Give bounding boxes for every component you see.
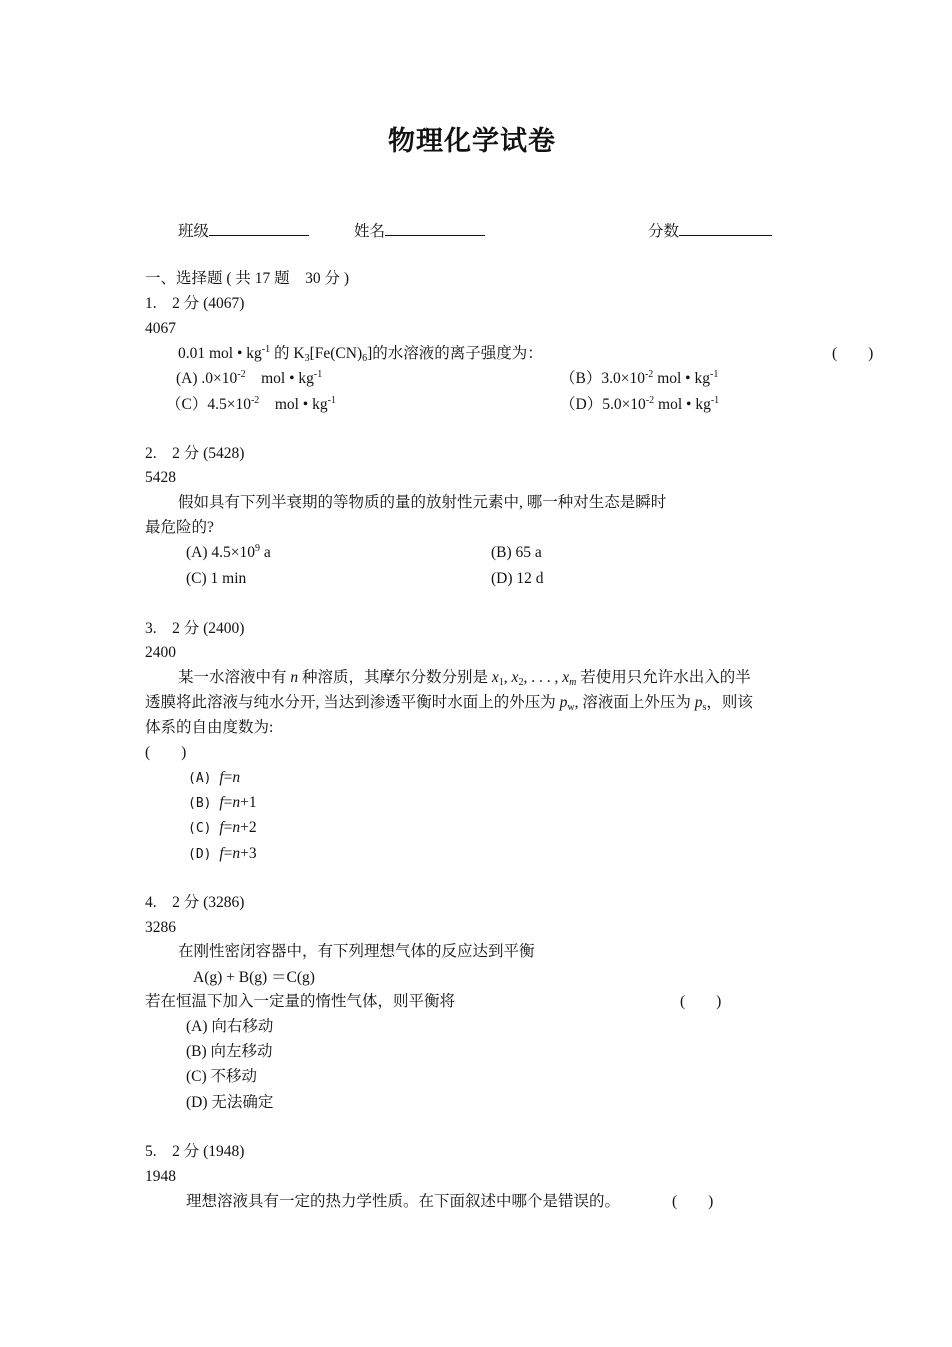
q3-var: p [694,694,703,711]
name-blank[interactable] [385,221,485,236]
q1-d-text: （D）5.0×10 [560,396,646,413]
q1-a-text: mol • kg [245,370,314,387]
q3-stem-line3: 体系的自由度数为: [145,719,274,736]
q3-option-d[interactable] [188,846,257,862]
q1-stem-part: 的 K [270,345,305,362]
q2-stem-line1: 假如具有下列半衰期的等物质的量的放射性元素中, 哪一种对生态是瞬时 [178,494,667,511]
q1-option-b[interactable] [560,371,718,387]
q3-var: n [232,845,241,862]
q3-var: f [219,794,224,811]
q4-stem-line3: 若在恒温下加入一定量的惰性气体，则平衡将 [145,993,456,1010]
q4-heading: 4. 2 分 (3286) [145,894,245,911]
score-label: 分数 [648,223,680,240]
page-title: 物理化学试卷 [388,126,556,156]
q2-option-a[interactable] [186,545,271,561]
q1-c-exp: -1 [327,395,336,406]
q3-sub: m [569,677,577,688]
q1-d-exp: -1 [710,395,720,406]
q3-var: x [562,669,570,686]
q5-answer-paren[interactable]: ( ) [672,1193,714,1210]
q1-stem-sub: 6 [362,353,368,364]
class-blank[interactable] [209,221,309,236]
q3-var: n [232,819,241,836]
class-field [178,221,309,240]
q4-option-a[interactable]: (A) 向右移动 [186,1018,274,1035]
q3-text: = [223,819,233,836]
q3-text: , 溶液面上外压为 [574,694,695,711]
q3-heading: 3. 2 分 (2400) [145,620,245,637]
q1-stem-sub: 3 [304,353,310,364]
q3-text: , [503,669,512,686]
q3-var: n [232,769,241,786]
q2-heading: 2. 2 分 (5428) [145,445,245,462]
q1-stem-part: [Fe(CN) [309,345,363,362]
q2-option-c[interactable]: (C) 1 min [186,570,247,587]
q4-code: 3286 [145,919,176,936]
q3-code: 2400 [145,644,176,661]
class-label: 班级 [178,223,210,240]
q4-answer-paren[interactable]: ( ) [680,993,722,1010]
q1-c-exp: -2 [250,395,260,406]
q2-option-d[interactable]: (D) 12 d [491,570,544,587]
q3-text: ，则该 [706,694,753,711]
q3-answer-paren[interactable]: ( ) [145,744,187,761]
q3-opt-label: (C) [188,821,220,836]
q1-option-c[interactable] [166,397,336,413]
q1-c-text: （C）4.5×10 [166,396,251,413]
q3-text: +3 [240,845,257,862]
q5-code: 1948 [145,1168,176,1185]
q5-heading: 5. 2 分 (1948) [145,1143,245,1160]
q3-sub: 1 [498,677,504,688]
q1-stem-part: 0.01 mol • kg [178,345,262,362]
q1-a-exp: -2 [237,369,246,380]
q1-heading: 1. 2 分 (4067) [145,295,245,312]
score-field [648,221,772,240]
q1-a-text: (A) .0×10 [176,370,238,387]
q2-code: 5428 [145,469,176,486]
section-heading: 一、选择题 ( 共 17 题 30 分 ) [145,270,350,287]
q2-option-b[interactable]: (B) 65 a [491,544,542,561]
q3-sub: 2 [518,677,524,688]
q2-a-text: (A) 4.5×10 [186,544,256,561]
q3-text: +1 [240,794,257,811]
q3-var: f [219,819,224,836]
q3-var: n [290,669,299,686]
q3-option-a[interactable] [188,770,240,786]
q3-var: x [491,669,499,686]
q2-stem-line2: 最危险的? [145,519,214,536]
name-label: 姓名 [354,223,386,240]
q3-text: = [223,845,233,862]
q1-b-text: mol • kg [653,370,710,387]
name-field [354,221,485,240]
q1-d-exp: -2 [645,395,655,406]
q3-opt-label: (B) [188,796,220,811]
q3-var: p [559,694,568,711]
q2-a-text: a [260,544,271,561]
q3-text: 某一水溶液中有 [178,669,291,686]
q1-code: 4067 [145,320,176,337]
q1-answer-paren[interactable]: ( ) [832,345,874,362]
q1-stem-exp: -1 [261,344,271,355]
q3-text: 透膜将此溶液与纯水分开, 当达到渗透平衡时水面上的外压为 [145,694,560,711]
q4-reaction: A(g) + B(g) ＝C(g) [193,969,315,986]
q3-opt-label: (D) [188,847,220,862]
q1-option-d[interactable] [560,397,719,413]
q3-var: f [219,769,224,786]
q1-a-exp: -1 [313,369,323,380]
q1-stem [178,346,543,362]
q3-stem-line2 [145,695,753,711]
q1-stem-part: ]的水溶液的离子强度为： [367,345,543,362]
q3-var: f [219,845,224,862]
q3-text: , . . . , [523,669,563,686]
q1-b-text: （B）3.0×10 [560,370,645,387]
score-blank[interactable] [679,221,772,236]
q3-text: = [223,769,233,786]
q3-option-c[interactable] [188,820,257,836]
q3-option-b[interactable] [188,795,257,811]
q1-b-exp: -1 [709,369,719,380]
q3-text: +2 [240,819,257,836]
q3-text: = [223,794,233,811]
q3-var: x [511,669,519,686]
q2-a-exp: 9 [255,543,261,554]
q1-option-a[interactable] [176,371,322,387]
q5-stem-line1: 理想溶液具有一定的热力学性质。在下面叙述中哪个是错误的。 [186,1193,621,1210]
q1-d-text: mol • kg [654,396,711,413]
q1-b-exp: -2 [644,369,654,380]
q3-text: 若使用只允许水出入的半 [576,669,751,686]
q4-option-c[interactable]: (C) 不移动 [186,1068,258,1085]
q3-stem-line1 [178,670,751,686]
q3-var: n [232,794,241,811]
q3-opt-label: (A) [188,771,220,786]
q3-sub: s [702,702,707,713]
q4-option-d[interactable]: (D) 无法确定 [186,1094,274,1111]
q4-option-b[interactable]: (B) 向左移动 [186,1043,273,1060]
q4-stem-line1: 在刚性密闭容器中，有下列理想气体的反应达到平衡 [178,943,535,960]
q3-text: 种溶质，其摩尔分数分别是 [298,669,492,686]
q1-c-text: mol • kg [259,396,328,413]
q3-sub: w [567,702,575,713]
